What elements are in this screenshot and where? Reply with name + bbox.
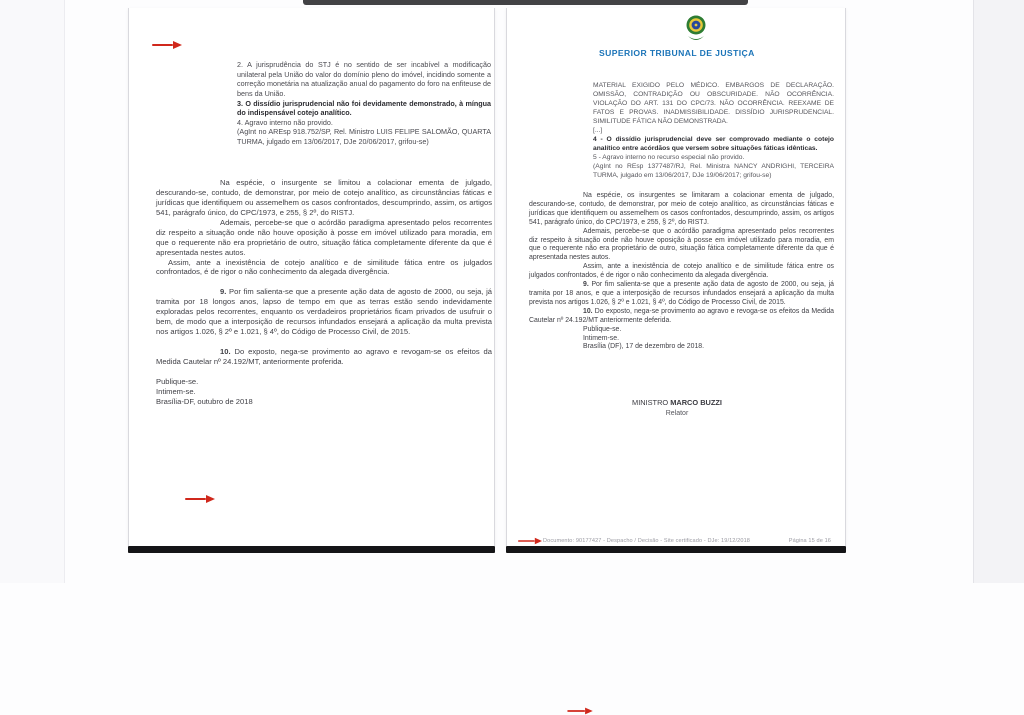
- paragraph-9: [156, 287, 492, 337]
- date-line: Brasília-DF, outubro de 2018: [156, 396, 253, 406]
- red-annotation-arrow-icon: [567, 708, 593, 715]
- quote-item-5: 5 - Agravo interno no recurso especial não provido.: [593, 153, 745, 161]
- paragraph-assim: Assim, ante a inexistência de cotejo analítico e de similitude fática entre os julgados confrontados, é de rigor o não conhecimento da alegada divergência.: [529, 263, 834, 280]
- paragraph-10-text: Do exposto, nega-se provimento ao agravo e revoga-se os efeitos da Medida Cautelar nº 24.192/MT anteriormente deferida.: [529, 307, 834, 324]
- minister-label: MINISTRO: [632, 398, 671, 407]
- paragraph-10-number: 10.: [220, 347, 231, 357]
- paragraph-ademais: Ademais, percebe-se que o acórdão paradigma apresentado pelos recorrentes diz respeito a situação onde não houve oposição à posse em imóvel utilizado para moradia, em que o requerente não era proprietário de outro, situação fática completamente diferente da que é apresentada nestes autos.: [156, 217, 492, 257]
- page-footer: [543, 538, 831, 544]
- page-bottom-shadow: [506, 546, 846, 553]
- quote-citation: (AgInt no REsp 1377487/RJ, Rel. Ministra NANCY ANDRIGHI, TERCEIRA TURMA, julgado em 13/06/2017, DJe 19/06/2017; grifou-se): [593, 162, 834, 179]
- paragraph-ademais: Ademais, percebe-se que o acórdão paradigma apresentado pelos recorrentes diz respeito à situação onde não houve oposição à posse em imóvel utilizado para moradia, em que o requerente não era proprietário de outro, situação fática completamente diferente da que é apresentada nestes autos.: [529, 227, 834, 262]
- footer-document-info: Documento: 90177427 - Despacho / Decisão - Site certificado - DJe: 19/12/2018: [543, 538, 751, 544]
- date-line-text: Brasília (DF), 17 de dezembro de 2018.: [583, 343, 705, 351]
- quote-item-2: 2. A jurisprudência do STJ é no sentido de ser incabível a modificação unilateral pela União do valor do domínio pleno do imóvel, incidindo somente a correção monetária na atualização anual do pagamento do foro na enfiteuse de bens da União.: [237, 60, 491, 98]
- minister-name: MARCO BUZZI: [670, 398, 722, 407]
- publique-se-line: Publique-se.: [583, 325, 622, 333]
- minister-role: Relator: [665, 410, 689, 417]
- date-line: [583, 343, 834, 352]
- viewer-left-margin: [0, 0, 65, 583]
- red-annotation-arrow-icon: [185, 495, 215, 503]
- quote-item-3: 3. O dissídio jurisprudencial não foi devidamente demonstrado, à míngua do indispensável cotejo analítico.: [237, 98, 491, 118]
- quote-item-4: 4. Agravo interno não provido.: [237, 117, 333, 127]
- decision-body: [529, 192, 834, 352]
- paragraph-10: [156, 347, 492, 367]
- minister-name-line: [567, 398, 787, 407]
- previous-page-edge: [303, 0, 748, 5]
- intimem-se-line: Intimem-se.: [156, 386, 196, 396]
- paragraph-9-text: Por fim salienta-se que a presente ação data de agosto de 2000, ou seja, já tramita por 18 longos anos, lapso de tempo em que as terras estão sendo indevidamente exploradas pelos recorrentes, enquanto os verdadeiros proprietários ficam privados de usufruir o bem, de modo que a interposição de recursos infundados ensejará a aplicação da multa prevista nos artigos 1.026, § 2º e 1.021, § 4º, do Código de Processo Civil, de 2015.: [156, 287, 492, 337]
- paragraph-9-number: 9.: [583, 281, 589, 289]
- quote-citation: (AgInt no AREsp 918.752/SP, Rel. Ministro LUIS FELIPE SALOMÃO, QUARTA TURMA, julgado em 13/06/2017, DJe 20/06/2017, grifou-se): [237, 127, 491, 147]
- publique-se-line: Publique-se.: [156, 376, 199, 386]
- red-annotation-arrow-icon: [152, 41, 182, 49]
- quote-ellipsis: [...]: [593, 126, 603, 134]
- paragraph-9-text: Por fim salienta-se que a presente ação data de agosto de 2000, ou seja, já tramita por 18 anos, e que a interposição de recursos infundados ensejará a aplicação da multa prevista nos artigos 1.026, § 2º e 1.021, § 4º, do Código de Processo Civil, de 2015.: [529, 281, 834, 306]
- paragraph-10-number: 10.: [583, 307, 593, 315]
- page-bottom-shadow: [128, 546, 495, 553]
- paragraph-10-text: Do exposto, nega-se provimento ao agravo e revogam-se os efeitos da Medida Cautelar nº 24.192/MT, anteriormente proferida.: [156, 347, 492, 366]
- footer-page-number: Página 15 de 16: [788, 538, 831, 544]
- quote-caps: MATERIAL EXIGIDO PELO MÉDICO. EMBARGOS DE DECLARAÇÃO. OMISSÃO, CONTRADIÇÃO OU OBSCURIDADE. NÃO OCORRÊNCIA. VIOLAÇÃO DO ART. 131 DO CPC/73. NÃO OCORRÊNCIA. REEXAME DE FATOS E PROVAS. INADMISSIBILIDADE. DISSÍDIO JURISPRUDENCIAL. SIMILITUDE FÁTICA NÃO DEMONSTRADA.: [593, 82, 834, 125]
- paragraph-assim: Assim, ante a inexistência de cotejo analítico e de similitude fática entre os julgados confrontados, é de rigor o não conhecimento da alegada divergência.: [156, 257, 492, 277]
- signature-block: [567, 398, 787, 417]
- paragraph-na-especie: Na espécie, o insurgente se limitou a colacionar ementa de julgado, descurando-se, contudo, de demonstrar, por meio de cotejo analítico, as circunstâncias fáticas e jurídicas que identifiquem ou assemelhem os casos confrontados, descumprindo, assim, os artigos 541, parágrafo único, do CPC/1973, e 255, § 2º, do RISTJ.: [156, 178, 492, 217]
- quoted-precedent-block: [593, 82, 834, 181]
- paragraph-9-number: 9.: [220, 287, 227, 297]
- document-page-left: [128, 8, 495, 546]
- brazil-coat-of-arms-icon: [684, 14, 708, 44]
- quote-item-4: 4 - O dissídio jurisprudencial deve ser comprovado mediante o cotejo analítico entre acórdãos que versem sobre situações fáticas idênticas.: [593, 135, 834, 152]
- page-title: SUPERIOR TRIBUNAL DE JUSTIÇA: [599, 48, 755, 58]
- document-page-right: [506, 8, 846, 546]
- paragraph-na-especie: Na espécie, os insurgentes se limitaram a colacionar ementa de julgado, descurando-se, contudo, de demonstrar, por meio de cotejo analítico, as circunstâncias fáticas e jurídicas que identifiquem ou assemelhem os casos confrontados, descumprindo, assim, os artigos 541, parágrafo único, do CPC/1973, e 255, § 2º, do RISTJ.: [529, 192, 834, 226]
- viewer-right-margin: [973, 0, 1024, 583]
- quoted-precedent-block: [237, 60, 491, 147]
- paragraph-10: [529, 308, 834, 326]
- intimem-se-line: Intimem-se.: [583, 334, 619, 342]
- red-annotation-arrow-icon: [518, 538, 542, 544]
- decision-body: [156, 178, 492, 407]
- paragraph-9: [529, 281, 834, 308]
